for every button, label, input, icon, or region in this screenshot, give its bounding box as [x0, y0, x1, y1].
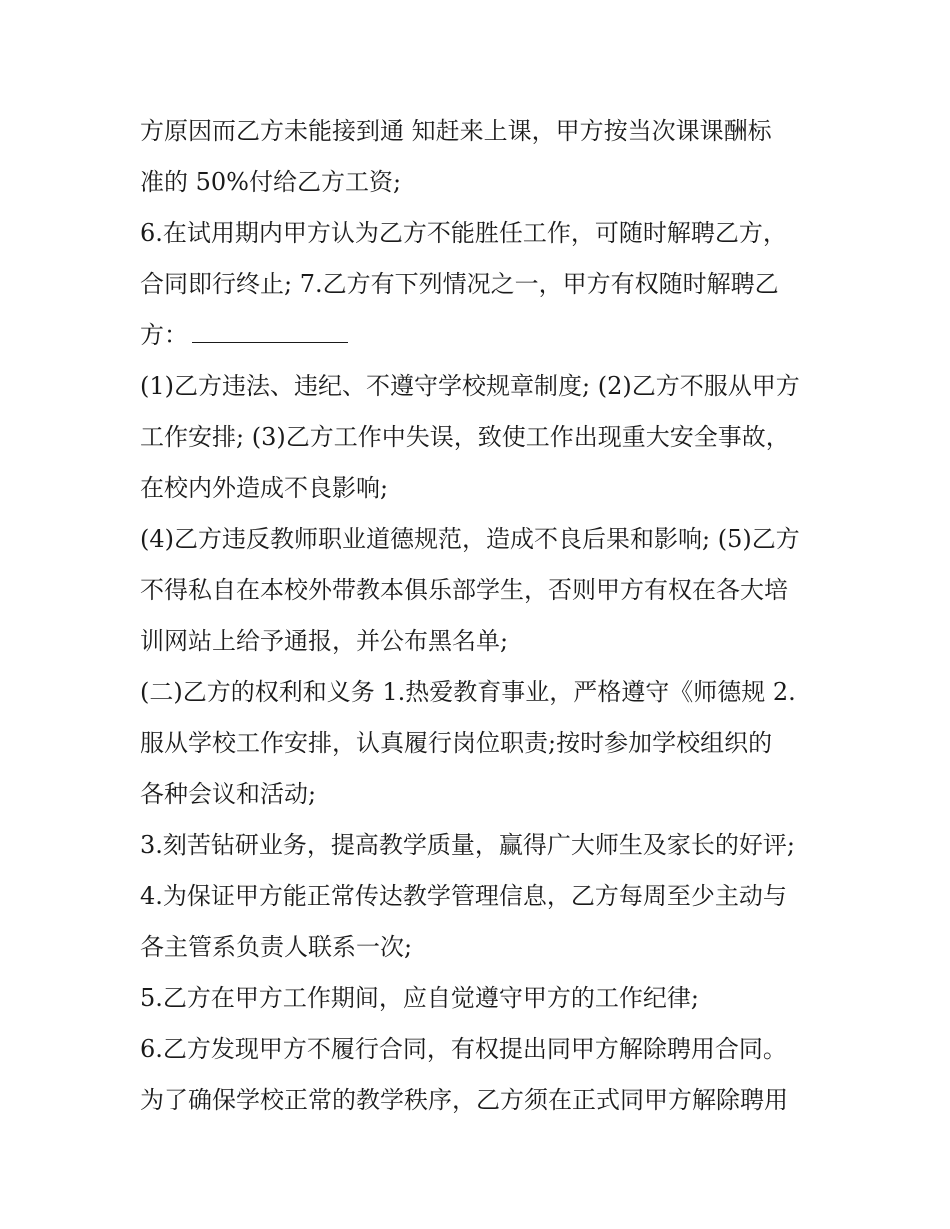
text-line: 4.为保证甲方能正常传达教学管理信息，乙方每周至少主动与 — [140, 882, 787, 910]
text-line: (4)乙方违反教师职业道德规范，造成不良后果和影响; (5)乙方 — [140, 525, 800, 553]
text-line: 服从学校工作安排，认真履行岗位职责;按时参加学校组织的 — [140, 729, 773, 757]
text-line: 各主管系负责人联系一次; — [140, 933, 413, 961]
text-line: 工作安排; (3)乙方工作中失误，致使工作出现重大安全事故， — [140, 423, 790, 451]
text-line: 准的 50%付给乙方工资; — [140, 168, 402, 196]
text-line: 方原因而乙方未能接到通 知赶来上课，甲方按当次课课酬标 — [140, 117, 772, 145]
text-line: 合同即行终止; 7.乙方有下列情况之一，甲方有权随时解聘乙 — [140, 270, 779, 298]
text-line: 在校内外造成不良影响; — [140, 474, 389, 502]
document-body — [140, 106, 830, 1126]
text-line: (二)乙方的权利和义务 1.热爱教育事业，严格遵守《师德规 2. — [140, 678, 796, 706]
text-line: 为了确保学校正常的教学秩序，乙方须在正式同甲方解除聘用 — [140, 1086, 788, 1114]
text-line: 5.乙方在甲方工作期间，应自觉遵守甲方的工作纪律; — [140, 984, 699, 1012]
text-line-with-blank — [140, 310, 830, 361]
text-line: (1)乙方违法、违纪、不遵守学校规章制度; (2)乙方不服从甲方 — [140, 372, 800, 400]
text-line: 训网站上给予通报，并公布黑名单; — [140, 627, 509, 655]
text-line: 6.在试用期内甲方认为乙方不能胜任工作，可随时解聘乙方， — [140, 219, 787, 247]
fill-in-blank — [192, 316, 348, 343]
text-line: 各种会议和活动; — [140, 780, 317, 808]
text-line: 6.乙方发现甲方不履行合同，有权提出同甲方解除聘用合同。 — [140, 1035, 787, 1063]
text-line: 不得私自在本校外带教本俱乐部学生，否则甲方有权在各大培 — [140, 576, 788, 604]
text-line-label: 方： — [140, 321, 188, 349]
text-line: 3.刻苦钻研业务，提高教学质量，赢得广大师生及家长的好评; — [140, 831, 795, 859]
